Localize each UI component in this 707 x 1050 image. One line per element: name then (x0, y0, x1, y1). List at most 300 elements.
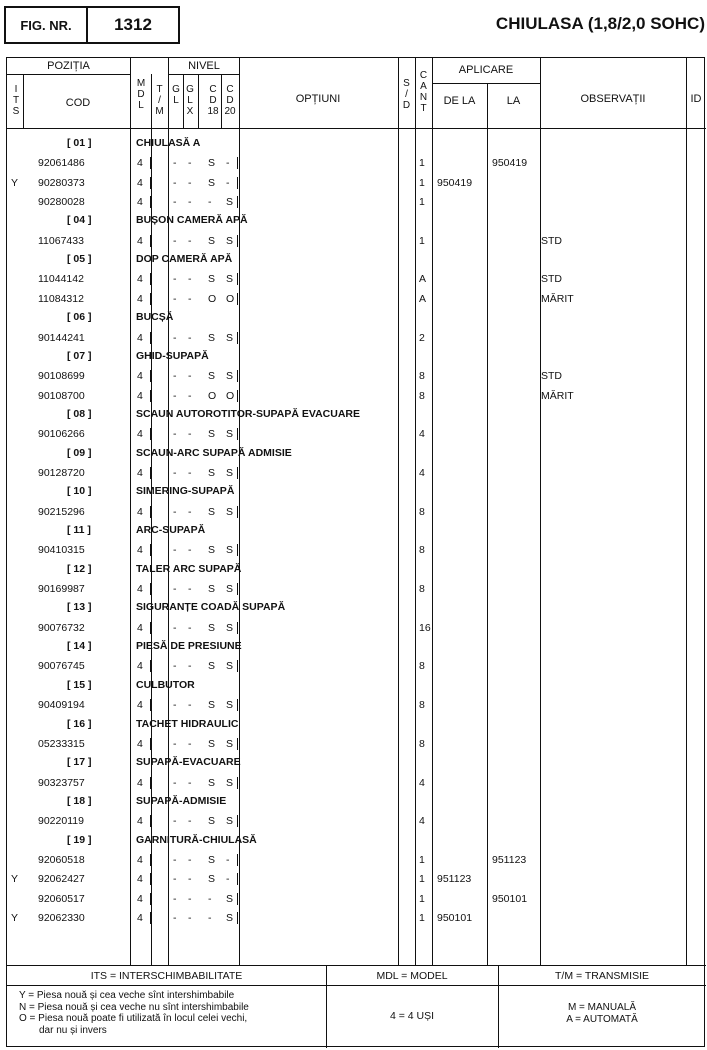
section-title: SUPAPĂ-EVACUARE (136, 756, 241, 768)
its-legend-n: N = Piesa nouă și cea veche nu sînt intershimbabile (19, 1001, 249, 1013)
quantity-cell: 1 (419, 157, 425, 169)
cd20-cell: S (226, 699, 234, 711)
la-header: LA (506, 95, 521, 107)
section-title: GARNITURĂ-CHIULASĂ (136, 834, 257, 846)
cell-tick (237, 912, 238, 924)
cell-tick (150, 622, 151, 634)
section-title: CHIULASĂ A (136, 137, 201, 149)
cell-tick (168, 273, 169, 285)
section-position: [ 09 ] (67, 447, 92, 459)
gl-cell: - (173, 893, 177, 905)
gl-cell: - (173, 854, 177, 866)
gl-cell: - (173, 583, 177, 595)
its-cell: Y (11, 177, 19, 189)
cell-tick (168, 699, 169, 711)
cd20-cell: - (226, 157, 230, 169)
glx-cell: - (188, 332, 192, 344)
cell-tick (168, 854, 169, 866)
quantity-cell: 1 (419, 196, 425, 208)
model-cell: 4 (137, 235, 143, 247)
cd20-cell: S (226, 583, 234, 595)
cell-tick (237, 583, 238, 595)
cd18-cell: S (208, 622, 216, 634)
cd20-cell: S (226, 912, 234, 924)
cd20-cell: S (226, 370, 234, 382)
cell-tick (237, 873, 238, 885)
tm-manual: M = MANUALĂ (567, 1002, 637, 1013)
cd20-cell: O (226, 390, 235, 402)
cell-tick (150, 854, 151, 866)
gl-cell: - (173, 815, 177, 827)
cell-tick (150, 738, 151, 750)
part-code: 90220119 (38, 815, 84, 827)
cd18-cell: O (208, 390, 217, 402)
cell-tick (168, 332, 169, 344)
gl-cell: - (173, 293, 177, 305)
its-legend-title: ITS = INTERSCHIMBABILITATE (90, 970, 243, 982)
glx-cell: - (188, 177, 192, 189)
cell-tick (150, 699, 151, 711)
from-cell: 950101 (437, 912, 473, 924)
its-legend-o-cont: dar nu și invers (39, 1024, 107, 1036)
glx-cell: - (188, 912, 192, 924)
part-code: 92062330 (38, 912, 85, 924)
glx-cell: - (188, 428, 192, 440)
cd18-cell: S (208, 699, 216, 711)
gl-cell: - (173, 777, 177, 789)
cd20-cell: S (226, 506, 234, 518)
cell-tick (237, 544, 238, 556)
cd18-cell: S (208, 873, 216, 885)
gl-cell: - (173, 912, 177, 924)
sd-header: S / D (402, 78, 411, 111)
section-title: PIESĂ DE PRESIUNE (136, 640, 242, 652)
its-header: I T S (12, 84, 20, 117)
part-code: 92061486 (38, 157, 85, 169)
cell-tick (237, 177, 238, 189)
cell-tick (237, 235, 238, 247)
quantity-cell: 4 (419, 467, 425, 479)
cd20-cell: S (226, 777, 234, 789)
model-cell: 4 (137, 660, 143, 672)
glx-cell: - (188, 467, 192, 479)
cell-tick (150, 912, 151, 924)
section-position: [ 08 ] (67, 408, 92, 420)
cell-tick (168, 177, 169, 189)
section-position: [ 13 ] (67, 601, 92, 613)
cd20-cell: S (226, 332, 234, 344)
section-position: [ 07 ] (67, 350, 92, 362)
cd20-cell: O (226, 293, 235, 305)
model-cell: 4 (137, 622, 143, 634)
nivel-header: NIVEL (188, 60, 220, 72)
cell-tick (168, 815, 169, 827)
section-position: [ 06 ] (67, 311, 92, 323)
cell-tick (237, 893, 238, 905)
gl-cell: - (173, 235, 177, 247)
its-cell: Y (11, 873, 19, 885)
section-position: [ 04 ] (67, 214, 92, 226)
part-code: 90323757 (38, 777, 85, 789)
model-cell: 4 (137, 583, 143, 595)
cell-tick (237, 738, 238, 750)
model-cell: 4 (137, 196, 143, 208)
cell-tick (150, 873, 151, 885)
cd18-cell: S (208, 370, 216, 382)
mdl-header: M D L (136, 78, 146, 111)
section-title: SIGURANȚE COADĂ SUPAPĂ (136, 601, 286, 613)
part-code: 05233315 (38, 738, 85, 750)
glx-header: G L X (186, 84, 194, 117)
part-code: 90409194 (38, 699, 85, 711)
section-title: BUCȘĂ (136, 311, 174, 323)
cell-tick (237, 370, 238, 382)
mdl-legend-value: 4 = 4 UȘI (389, 1010, 435, 1022)
cd20-cell: - (226, 854, 230, 866)
gl-cell: - (173, 660, 177, 672)
part-code: 92060517 (38, 893, 85, 905)
section-position: [ 19 ] (67, 834, 92, 846)
cd18-cell: S (208, 544, 216, 556)
cell-tick (168, 390, 169, 402)
model-cell: 4 (137, 699, 143, 711)
cell-tick (150, 544, 151, 556)
section-position: [ 12 ] (67, 563, 92, 575)
model-cell: 4 (137, 912, 143, 924)
cd20-cell: S (226, 893, 234, 905)
glx-cell: - (188, 738, 192, 750)
cell-tick (150, 370, 151, 382)
glx-cell: - (188, 544, 192, 556)
quantity-cell: 8 (419, 699, 425, 711)
cell-tick (168, 893, 169, 905)
cd18-cell: S (208, 660, 216, 672)
gl-cell: - (173, 467, 177, 479)
gl-cell: - (173, 622, 177, 634)
figure-number: 1312 (114, 15, 152, 34)
cell-tick (237, 854, 238, 866)
id-header: ID (690, 93, 702, 105)
cell-tick (237, 157, 238, 169)
quantity-cell: 1 (419, 235, 425, 247)
section-position: [ 05 ] (67, 253, 92, 265)
model-cell: 4 (137, 390, 143, 402)
quantity-cell: A (419, 273, 427, 285)
cell-tick (150, 235, 151, 247)
section-title: TACHET HIDRAULIC (136, 718, 239, 730)
cell-tick (150, 273, 151, 285)
remarks-cell: MĂRIT (541, 390, 574, 402)
cell-tick (150, 293, 151, 305)
glx-cell: - (188, 273, 192, 285)
glx-cell: - (188, 660, 192, 672)
cell-tick (150, 777, 151, 789)
cell-tick (168, 467, 169, 479)
part-code: 90410315 (38, 544, 85, 556)
glx-cell: - (188, 583, 192, 595)
part-code: 92062427 (38, 873, 85, 885)
section-title: ARC-SUPAPĂ (136, 524, 206, 536)
model-cell: 4 (137, 873, 143, 885)
mdl-legend-title: MDL = MODEL (376, 970, 448, 982)
cd18-cell: - (208, 196, 212, 208)
cd20-cell: S (226, 467, 234, 479)
its-legend (19, 990, 324, 1036)
part-code: 11067433 (38, 235, 84, 247)
section-title: CULBUTOR (136, 679, 195, 691)
quantity-cell: 8 (419, 660, 425, 672)
cell-tick (168, 777, 169, 789)
its-legend-o: O = Piesa nouă poate fi utilizată în locul celei vechi, (19, 1013, 248, 1024)
figure-number-box (4, 6, 180, 44)
cell-tick (237, 660, 238, 672)
section-title: SCAUN AUTOROTITOR-SUPAPĂ EVACUARE (136, 408, 361, 420)
quantity-cell: 1 (419, 893, 425, 905)
remarks-cell: STD (541, 370, 562, 382)
model-cell: 4 (137, 738, 143, 750)
cell-tick (237, 293, 238, 305)
observatii-header: OBSERVAȚII (580, 93, 646, 105)
remarks-cell: STD (541, 235, 562, 247)
glx-cell: - (188, 293, 192, 305)
model-cell: 4 (137, 544, 143, 556)
tm-automat: A = AUTOMATĂ (566, 1013, 638, 1025)
model-cell: 4 (137, 273, 143, 285)
document-title: CHIULASA (1,8/2,0 SOHC) (495, 14, 705, 33)
its-legend-y: Y = Piesa nouă și cea veche sînt intershimbabile (19, 990, 235, 1001)
part-code: 90280373 (38, 177, 85, 189)
cell-tick (168, 583, 169, 595)
cell-tick (237, 815, 238, 827)
cd18-cell: S (208, 738, 216, 750)
quantity-cell: 8 (419, 506, 425, 518)
cd18-cell: S (208, 854, 216, 866)
cd20-header: C D 20 (224, 84, 236, 117)
part-code: 92060518 (38, 854, 85, 866)
gl-cell: - (173, 428, 177, 440)
part-code: 11044142 (38, 273, 84, 285)
to-cell: 950419 (492, 157, 528, 169)
model-cell: 4 (137, 177, 143, 189)
model-cell: 4 (137, 370, 143, 382)
model-cell: 4 (137, 467, 143, 479)
cd18-cell: S (208, 777, 216, 789)
cant-header: C A N T (419, 70, 428, 114)
cell-tick (150, 815, 151, 827)
glx-cell: - (188, 777, 192, 789)
cell-tick (150, 660, 151, 672)
cell-tick (168, 660, 169, 672)
cd20-cell: S (226, 622, 234, 634)
section-title: GHID-SUPAPĂ (136, 350, 209, 362)
cd20-cell: S (226, 235, 234, 247)
its-cell: Y (11, 912, 19, 924)
gl-cell: - (173, 738, 177, 750)
cell-tick (237, 273, 238, 285)
cell-tick (168, 544, 169, 556)
cd20-cell: S (226, 738, 234, 750)
glx-cell: - (188, 699, 192, 711)
cell-tick (150, 332, 151, 344)
cell-tick (150, 467, 151, 479)
quantity-cell: 1 (419, 873, 425, 885)
remarks-cell: STD (541, 273, 562, 285)
cell-tick (168, 370, 169, 382)
section-title: SIMERING-SUPAPĂ (136, 485, 235, 497)
model-cell: 4 (137, 332, 143, 344)
part-code: 90076745 (38, 660, 85, 672)
quantity-cell: 8 (419, 544, 425, 556)
aplicare-header: APLICARE (458, 64, 514, 76)
cd18-cell: S (208, 815, 216, 827)
cell-tick (150, 506, 151, 518)
glx-cell: - (188, 370, 192, 382)
cd20-cell: S (226, 544, 234, 556)
cd18-cell: - (208, 912, 212, 924)
part-code: 90128720 (38, 467, 85, 479)
cell-tick (237, 506, 238, 518)
figure-label: FIG. NR. (6, 8, 88, 42)
cell-tick (168, 293, 169, 305)
part-code: 90215296 (38, 506, 85, 518)
cd18-cell: S (208, 506, 216, 518)
quantity-cell: 8 (419, 583, 425, 595)
quantity-cell: 8 (419, 370, 425, 382)
part-code: 90108700 (38, 390, 85, 402)
quantity-cell: 1 (419, 177, 425, 189)
part-code: 90108699 (38, 370, 85, 382)
part-code: 90280028 (38, 196, 85, 208)
glx-cell: - (188, 815, 192, 827)
to-cell: 950101 (492, 893, 528, 905)
cd18-cell: S (208, 177, 216, 189)
glx-cell: - (188, 893, 192, 905)
cell-tick (150, 196, 151, 208)
cell-tick (150, 893, 151, 905)
cell-tick (237, 332, 238, 344)
pozitia-header: POZIȚIA (47, 60, 90, 72)
cell-tick (237, 699, 238, 711)
gl-header: G L (172, 84, 180, 106)
quantity-cell: 1 (419, 854, 425, 866)
cell-tick (150, 428, 151, 440)
gl-cell: - (173, 177, 177, 189)
model-cell: 4 (137, 506, 143, 518)
cell-tick (237, 467, 238, 479)
quantity-cell: 2 (419, 332, 425, 344)
tm-legend-values (498, 1002, 706, 1025)
part-code: 90106266 (38, 428, 85, 440)
remarks-cell: MĂRIT (541, 293, 574, 305)
cd20-cell: S (226, 660, 234, 672)
de-la-header: DE LA (443, 95, 476, 107)
cd18-header: C D 18 (207, 84, 219, 117)
cell-tick (168, 873, 169, 885)
gl-cell: - (173, 370, 177, 382)
part-code: 90076732 (38, 622, 85, 634)
model-cell: 4 (137, 893, 143, 905)
cell-tick (168, 506, 169, 518)
quantity-cell: 4 (419, 815, 425, 827)
cell-tick (237, 777, 238, 789)
cell-tick (168, 738, 169, 750)
model-cell: 4 (137, 815, 143, 827)
gl-cell: - (173, 390, 177, 402)
cd18-cell: S (208, 332, 216, 344)
cell-tick (168, 157, 169, 169)
section-position: [ 17 ] (67, 756, 92, 768)
section-title: TALER ARC SUPAPĂ (136, 563, 242, 575)
cd20-cell: S (226, 196, 234, 208)
tm-header: T / M (155, 84, 164, 117)
from-cell: 950419 (437, 177, 473, 189)
cell-tick (150, 157, 151, 169)
gl-cell: - (173, 544, 177, 556)
to-cell: 951123 (492, 854, 527, 866)
section-title: BUȘON CAMERĂ APĂ (136, 214, 248, 226)
model-cell: 4 (137, 777, 143, 789)
gl-cell: - (173, 506, 177, 518)
cell-tick (168, 428, 169, 440)
cd18-cell: O (208, 293, 217, 305)
cd18-cell: - (208, 893, 212, 905)
gl-cell: - (173, 699, 177, 711)
parts-table (6, 57, 705, 1047)
gl-cell: - (173, 273, 177, 285)
gl-cell: - (173, 332, 177, 344)
quantity-cell: 4 (419, 777, 425, 789)
model-cell: 4 (137, 157, 143, 169)
glx-cell: - (188, 235, 192, 247)
cell-tick (150, 583, 151, 595)
glx-cell: - (188, 622, 192, 634)
cd20-cell: S (226, 815, 234, 827)
section-position: [ 01 ] (67, 137, 92, 149)
glx-cell: - (188, 873, 192, 885)
quantity-cell: 4 (419, 428, 425, 440)
cell-tick (168, 912, 169, 924)
section-title: SUPAPĂ-ADMISIE (136, 795, 227, 807)
section-position: [ 16 ] (67, 718, 92, 730)
part-code: 90169987 (38, 583, 85, 595)
section-position: [ 15 ] (67, 679, 92, 691)
gl-cell: - (173, 873, 177, 885)
cd18-cell: S (208, 428, 216, 440)
section-position: [ 14 ] (67, 640, 92, 652)
cell-tick (168, 235, 169, 247)
glx-cell: - (188, 390, 192, 402)
cell-tick (237, 390, 238, 402)
part-code: 90144241 (38, 332, 85, 344)
model-cell: 4 (137, 854, 143, 866)
glx-cell: - (188, 854, 192, 866)
glx-cell: - (188, 196, 192, 208)
cell-tick (150, 177, 151, 189)
cd18-cell: S (208, 235, 216, 247)
cd20-cell: S (226, 273, 234, 285)
cell-tick (237, 196, 238, 208)
cell-tick (150, 390, 151, 402)
section-title: SCAUN-ARC SUPAPĂ ADMISIE (136, 447, 292, 459)
from-cell: 951123 (437, 873, 472, 885)
cell-tick (237, 428, 238, 440)
gl-cell: - (173, 196, 177, 208)
cell-tick (237, 622, 238, 634)
gl-cell: - (173, 157, 177, 169)
section-position: [ 11 ] (67, 524, 91, 536)
optiuni-header: OPȚIUNI (295, 93, 341, 105)
model-cell: 4 (137, 428, 143, 440)
